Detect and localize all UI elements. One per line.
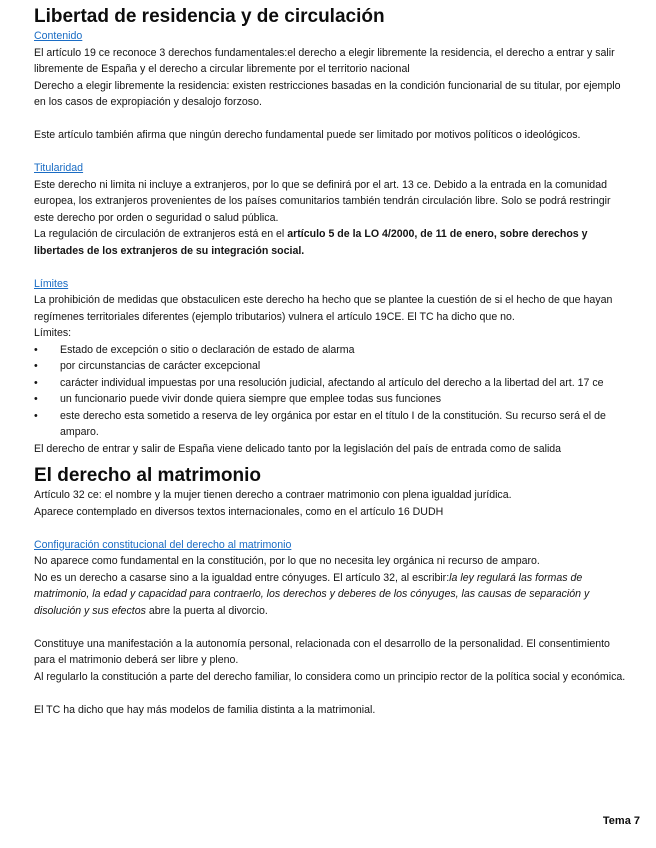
paragraph: Aparece contemplado en diversos textos internacionales, como en el artículo 16 DUDH xyxy=(34,505,444,518)
heading-configuracion: Configuración constitucional del derecho al matrimonio xyxy=(34,538,292,551)
footer-tema: Tema 7 xyxy=(602,815,640,827)
list-item: • un funcionario puede vivir donde quiera siempre que emplee todas sus funciones xyxy=(60,391,632,408)
italic-quote: la ley regulará las formas de matrimonio, la edad y capacidad para contraerlo, los derechos y deberes de los cónyuges, las causas de separación y disolución y sus efectos xyxy=(34,571,590,617)
paragraph: Artículo 32 ce: el nombre y la mujer tienen derecho a contraer matrimonio con plena igualdad jurídica. xyxy=(34,489,512,501)
list-item: • carácter individual impuestas por una resolución judicial, afectando al artículo del derecho a la libertad del art. 17 ce xyxy=(60,375,632,392)
section-title-residencia: Libertad de residencia y de circulación xyxy=(34,6,385,27)
paragraph: Al regularlo la constitución a parte del derecho familiar, lo considera como un principio rector de la política social y económica. xyxy=(34,670,626,683)
section-title-matrimonio: El derecho al matrimonio xyxy=(34,465,261,486)
text-run: abre la puerta al divorcio. xyxy=(145,604,268,617)
text-run: La regulación de circulación de extranjeros está en el xyxy=(34,228,288,240)
paragraph xyxy=(34,226,632,259)
paragraph: Este derecho ni limita ni incluye a extranjeros, por lo que se definirá por el art. 13 ce. Debido a la entrada en la comunidad europea, los extranjeros provenientes de los países comunitarios también tendrán circulación libre. Solo se podrá restringir este derecho por orden o seguridad o salud pública. xyxy=(34,178,611,224)
paragraph: No aparece como fundamental en la constitución, por lo que no necesita ley orgánica ni recurso de amparo. xyxy=(34,555,540,567)
paragraph: El derecho de entrar y salir de España viene delicado tanto por la legislación del país de entrada como de salida xyxy=(34,442,562,455)
paragraph: Constituye una manifestación a la autonomía personal, relacionada con el desarrollo de la personalidad. El consentimiento para el matrimonio deberá ser libre y pleno. xyxy=(34,637,610,666)
heading-titularidad: Titularidad xyxy=(34,162,84,174)
heading-limites: Límites xyxy=(34,277,69,290)
paragraph: Este artículo también afirma que ningún derecho fundamental puede ser limitado por motivos políticos o ideológicos. xyxy=(34,129,581,141)
label-limites: Límites: xyxy=(34,327,72,339)
paragraph: Derecho a elegir libremente la residencia: existen restricciones basadas en la condición funcionarial de su titular, por ejemplo en los casos de expropiación y desalojo forzoso. xyxy=(34,79,621,108)
bullet-list xyxy=(34,342,632,441)
paragraph xyxy=(34,570,632,620)
list-item: • por circunstancias de carácter excepcional xyxy=(60,358,632,375)
bold-text: artículo 5 de la LO 4/2000, de 11 de enero, sobre derechos y libertades de los extranjeros de su integración social. xyxy=(34,228,588,257)
document-page xyxy=(34,6,632,718)
paragraph: La prohibición de medidas que obstaculicen este derecho ha hecho que se plantee la cuestión de si el hecho de que hayan regímenes territoriales diferentes (ejemplo tributarios) vulnera el artículo 19CE. El TC ha dicho que no. xyxy=(34,294,613,323)
paragraph: El artículo 19 ce reconoce 3 derechos fundamentales:el derecho a elegir libremente la residencia, el derecho a entrar y salir libremente de España y el derecho a circular libremente por el territorio nacional xyxy=(34,46,615,75)
text-run: No es un derecho a casarse sino a la igualdad entre cónyuges. El artículo 32, al escribir: xyxy=(34,571,450,584)
list-item: • Estado de excepción o sitio o declaración de estado de alarma xyxy=(60,342,632,359)
paragraph: El TC ha dicho que hay más modelos de familia distinta a la matrimonial. xyxy=(34,703,376,716)
heading-contenido: Contenido xyxy=(34,30,83,42)
list-item: • este derecho esta sometido a reserva de ley orgánica por estar en el título I de la constitución. Su recurso será el de amparo. xyxy=(60,408,632,441)
